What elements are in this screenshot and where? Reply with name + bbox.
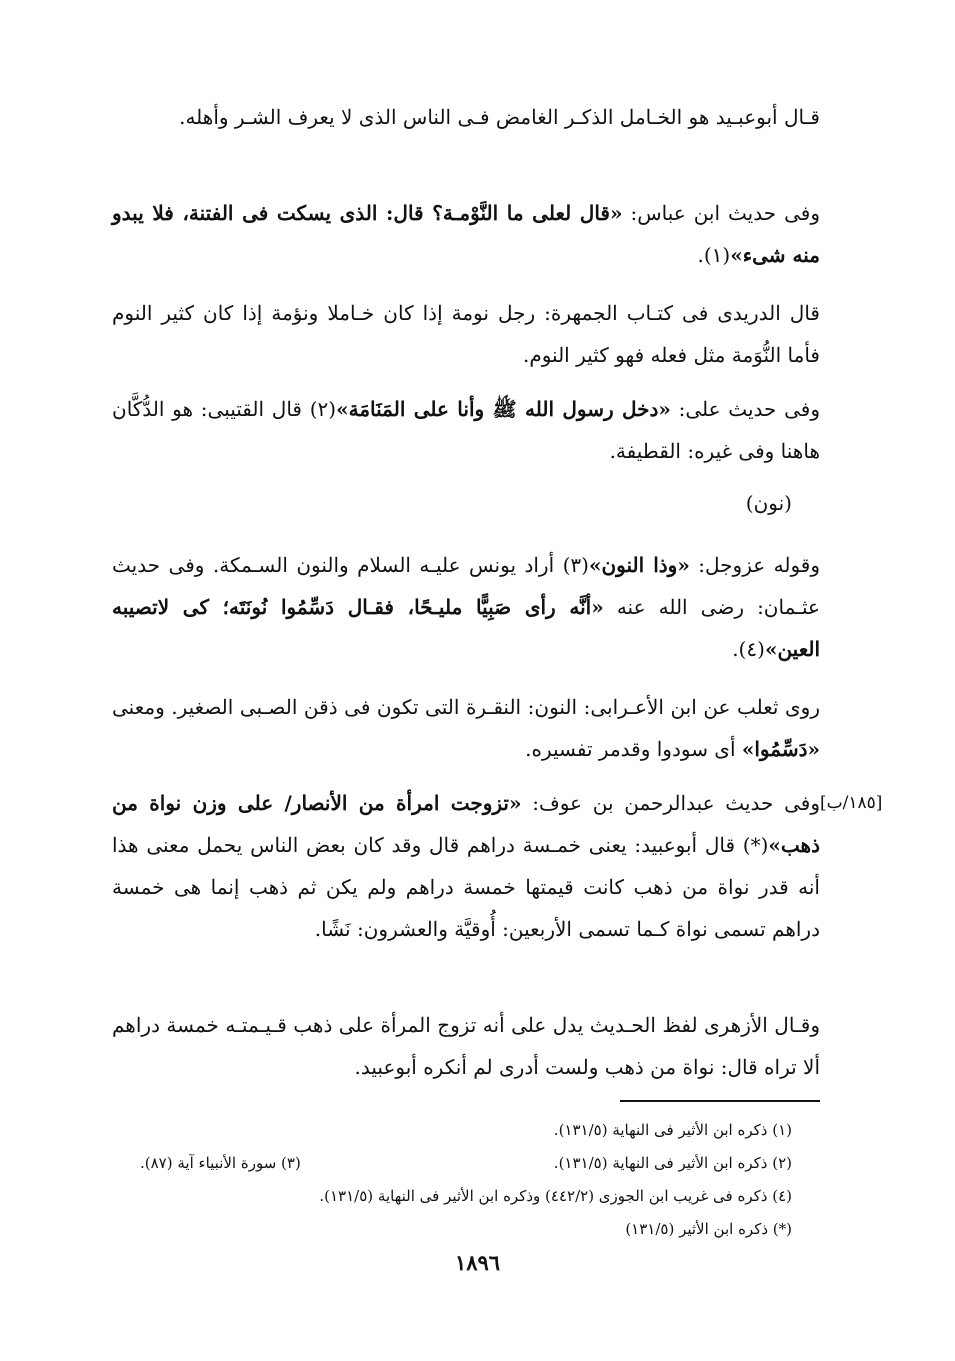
- footnote-line-4: [140, 1213, 792, 1246]
- paragraph-3-text: قال الدريدى فى كتـاب الجمهرة: رجل نومة إذا كان خـاملا ونؤمة إذا كان كثير النوم فأما النُّوَمة مثل فعله فهو كثير النوم.: [112, 301, 820, 367]
- hadith-quote-uthman: «أنَّه رأى صَبِيًّا مليـحًا، فقـال دَسِّمُوا نُونَتَه؛ كى لاتصيبه العين»: [112, 595, 820, 661]
- paragraph-6-text: روى ثعلب عن ابن الأعـرابى: النون: النقـرة التى تكون فى ذقن الصـبى الصغير. ومعنى: [112, 695, 820, 719]
- paragraph-6: [112, 686, 820, 770]
- paragraph-7-tail: (*) قال أبوعبيد: يعنى خمـسة دراهم قال وقد كان بعض الناس يحمل معنى هذا أنه قدر نواة من ذهب كانت قيمتها خمسة دراهم ولم يكن ثم ذهب إنما هى خمسة دراهم تسمى نواة كـما تسمى الأربعين: أُوقيَّة والعشرون: نَشًا.: [112, 833, 820, 941]
- paragraph-8: [112, 1004, 820, 1088]
- term-dassimu: «دَسِّمُوا»: [741, 737, 820, 761]
- paragraph-5-middle: (٣) أراد يونس عليـه السلام والنون السـمكة. وفى حديث عثـمان: رضى الله عنه: [112, 553, 820, 619]
- paragraph-5-text: وقوله عزوجل:: [689, 553, 820, 577]
- quran-quote: «وذا النون»: [588, 553, 690, 577]
- footnote-line-3: [140, 1180, 792, 1213]
- hadith-quote-abdulrahman: «تزوجت امرأة من الأنصار/ على وزن نواة من ذهب»: [112, 791, 820, 857]
- footnotes: [140, 1114, 792, 1246]
- paragraph-7-text: وفى حديث عبدالرحمن بن عوف:: [521, 791, 820, 815]
- footnote-star: (*) ذكره ابن الأثير (١٣١/٥): [625, 1220, 792, 1238]
- paragraph-5: [112, 544, 820, 670]
- footnote-1: (١) ذكره ابن الأثير فى النهاية (١٣١/٥).: [553, 1121, 792, 1139]
- footnote-line-2: [140, 1147, 792, 1180]
- paragraph-2-text: وفى حديث ابن عباس:: [622, 201, 821, 225]
- paragraph-1: [112, 96, 820, 138]
- footnote-4: (٤) ذكره فى غريب ابن الجوزى (٤٤٢/٢) وذكره ابن الأثير فى النهاية (١٣١/٥).: [319, 1187, 792, 1205]
- hadith-quote-ibn-abbas: «قال لعلى ما النَّوْمـة؟ قال: الذى يسكت فى الفتنة، فلا يبدو منه شىء»: [112, 201, 820, 267]
- margin-folio-note: [١٨٥/ب]: [820, 793, 883, 813]
- footnote-divider: [620, 1100, 820, 1102]
- footnote-3: (٣) سورة الأنبياء آية (٨٧).: [140, 1154, 301, 1172]
- paragraph-7: [112, 782, 820, 950]
- paragraph-1-text: قـال أبوعبـيد هو الخـامل الذكـر الغامض فـى الناس الذى لا يعرف الشـر وأهله.: [179, 105, 820, 129]
- footnote-ref-1: (١).: [697, 243, 731, 267]
- section-heading: (نون): [745, 491, 792, 515]
- footnote-line-1: [140, 1114, 792, 1147]
- paragraph-4-text: وفى حديث على:: [670, 397, 820, 421]
- paragraph-4-tail: (٢) قال القتيبى: هو الدُّكَّان هاهنا وفى غيره: القطيفة.: [112, 397, 820, 463]
- paragraph-8-text: وقـال الأزهرى لفظ الحـديث يدل على أنه تزوج المرأة على ذهب قـيـمتـه خمسة دراهم ألا تراه قال: نواة من ذهب ولست أدرى لم أنكره أبوعبيد.: [112, 1013, 820, 1079]
- paragraph-4: [112, 388, 820, 472]
- page-number: ١٨٩٦: [454, 1250, 501, 1275]
- paragraph-3: [112, 292, 820, 376]
- paragraph-2: [112, 192, 820, 276]
- footnote-2: (٢) ذكره ابن الأثير فى النهاية (١٣١/٥).: [553, 1154, 792, 1172]
- footnote-ref-4: (٤).: [732, 637, 765, 661]
- paragraph-6-tail: أى سودوا وقدمر تفسيره.: [525, 737, 742, 761]
- hadith-quote-ali: «دخل رسول الله ﷺ وأنا على المَنَامَة»: [336, 397, 671, 421]
